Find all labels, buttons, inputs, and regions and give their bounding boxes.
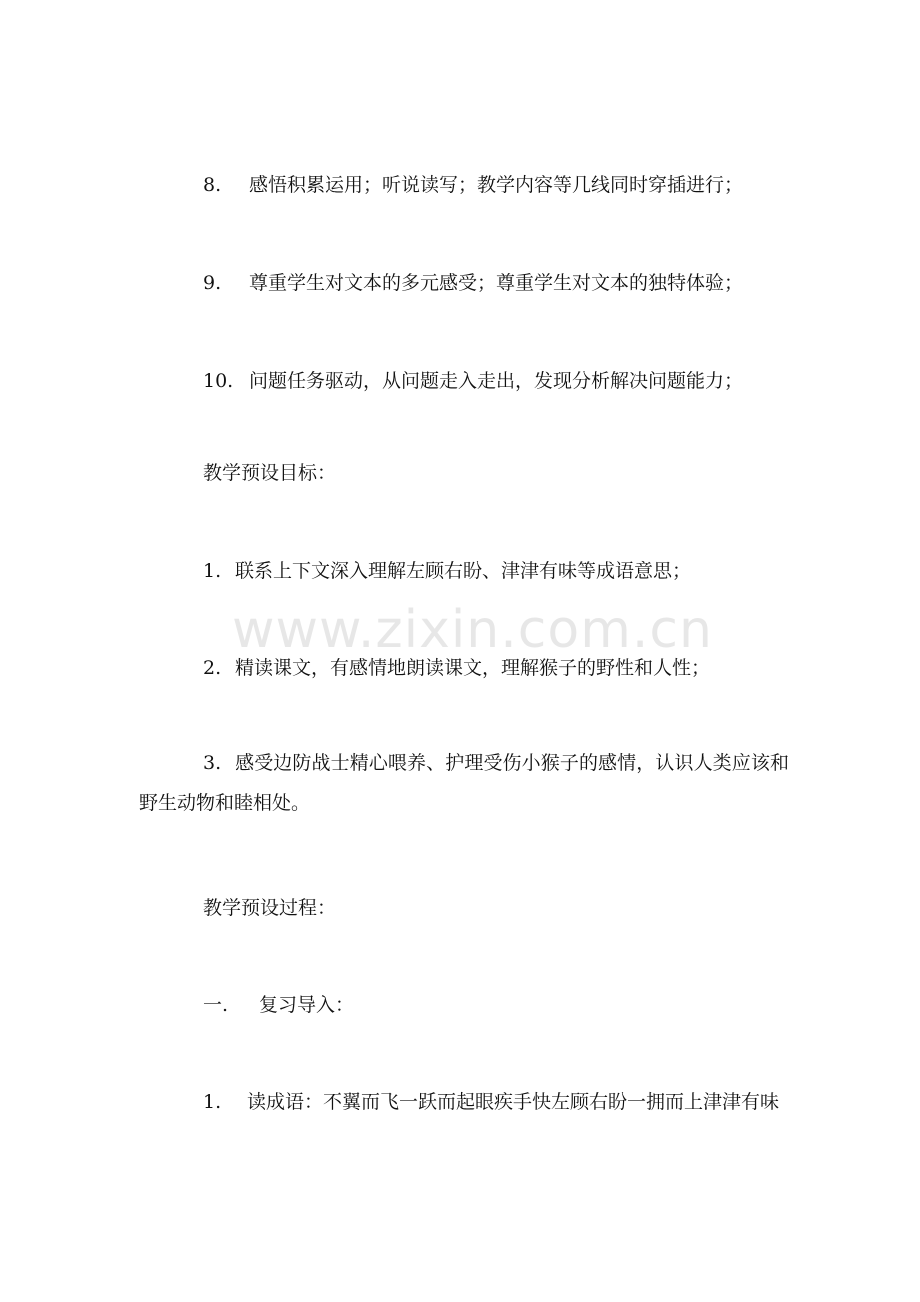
- item-number: 8.: [203, 174, 222, 196]
- goal-number: 2.: [203, 657, 222, 679]
- step-number: 1.: [203, 1091, 222, 1113]
- section-heading-goals: 教学预设目标：: [203, 462, 337, 484]
- goal-item: [203, 648, 710, 688]
- list-item: [203, 361, 743, 401]
- item-number: 9.: [203, 272, 222, 294]
- goal-item: [139, 743, 789, 823]
- watermark: www.zixin.com.cn: [232, 600, 713, 660]
- section-one: [203, 985, 354, 1025]
- item-number: 10.: [203, 370, 234, 392]
- list-item: [203, 165, 743, 205]
- section-number: 一.: [203, 994, 229, 1016]
- item-text: 尊重学生对文本的多元感受；尊重学生对文本的独特体验；: [249, 272, 744, 294]
- goal-number: 1.: [203, 560, 222, 582]
- step-item: [139, 1082, 789, 1122]
- goal-text: 精读课文，有感情地朗读课文，理解猴子的野性和人性；: [235, 657, 711, 679]
- step-text: 读成语：不翼而飞一跃而起眼疾手快左顾右盼一拥而上津津有味: [247, 1091, 780, 1113]
- goal-item: [203, 551, 691, 591]
- goal-text: 感受边防战士精心喂养、护理受伤小猴子的感情，认识人类应该和野生动物和睦相处。: [139, 752, 789, 814]
- goal-text: 联系上下文深入理解左顾右盼、津津有味等成语意思；: [235, 560, 692, 582]
- item-text: 感悟积累运用；听说读写；教学内容等几线同时穿插进行；: [249, 174, 744, 196]
- section-title: 复习导入：: [259, 994, 355, 1016]
- goal-number: 3.: [203, 752, 222, 774]
- list-item: [203, 263, 743, 303]
- section-heading-process: 教学预设过程：: [203, 897, 337, 919]
- item-text: 问题任务驱动，从问题走入走出，发现分析解决问题能力；: [249, 370, 744, 392]
